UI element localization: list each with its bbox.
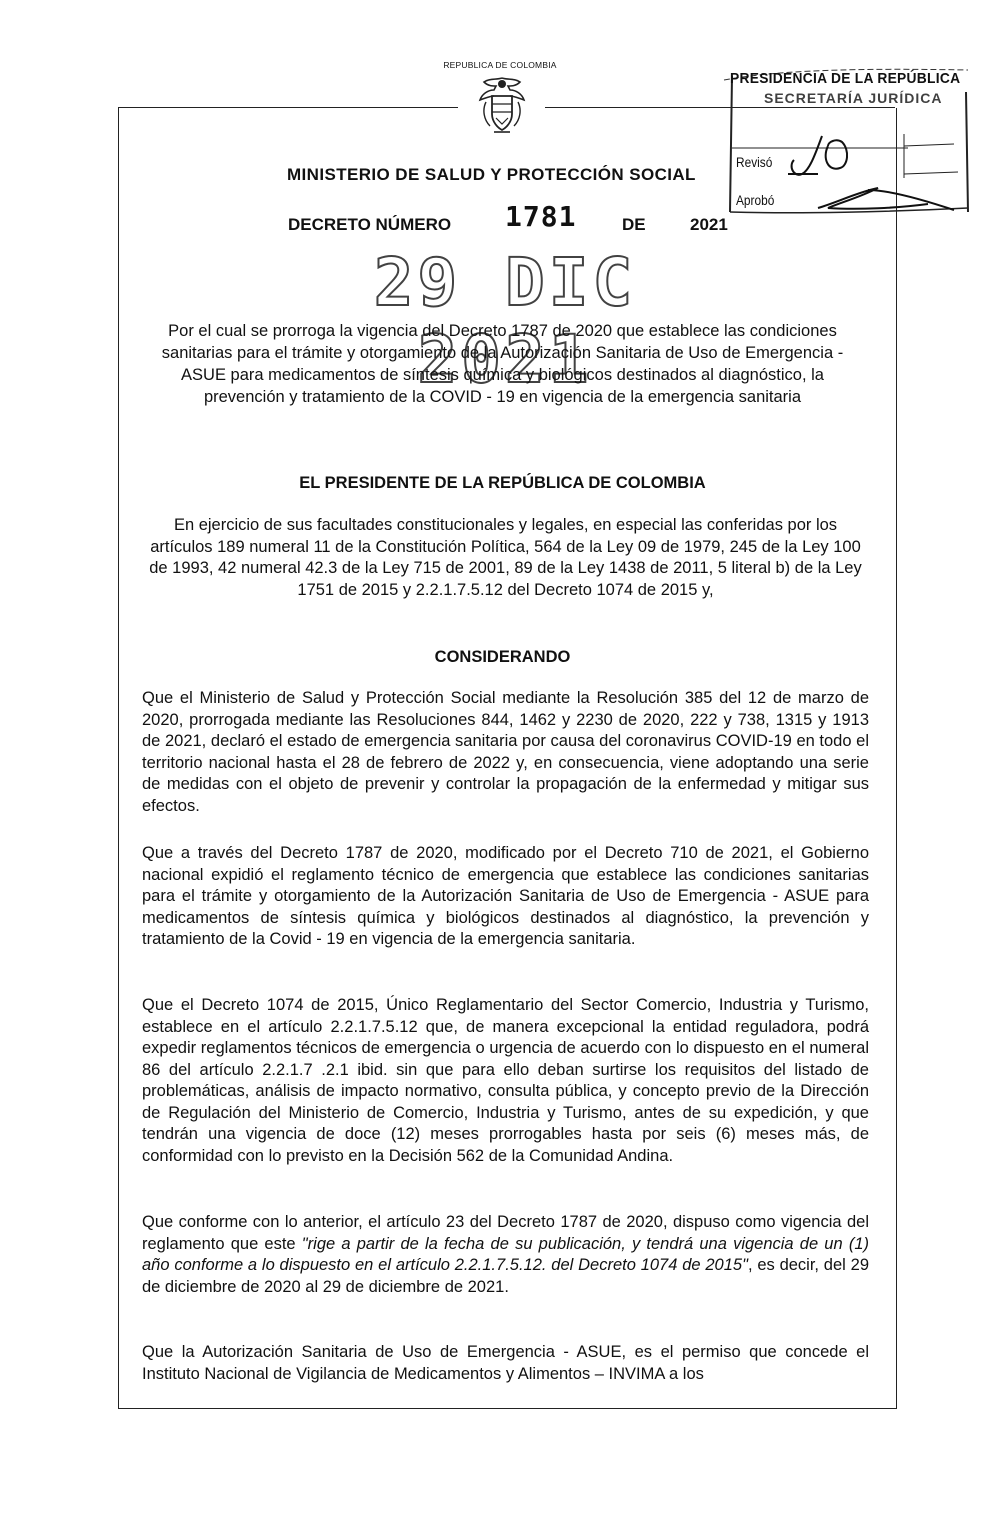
stamp-aprobo-label: Aprobó xyxy=(736,192,775,208)
faculties-paragraph: En ejercicio de sus facultades constitucionales y legales, en especial las conferidas por los artículos 189 numeral 11 de la Constitución Política, 564 de la Ley 09 de 1979, 245 de la Ley 100 de 1993, 42 numeral 42.3 de la Ley 715 de 2001, 89 de la Ley 1438 de 2011, 5 literal b) de la Ley 1751 de 2015 y 2.2.1.7.5.12 del Decreto 1074 de 2015 y, xyxy=(149,516,862,599)
considerando-paragraph-3: Que el Decreto 1074 de 2015, Único Reglamentario del Sector Comercio, Industria y Turismo, establece en el artículo 2.2.1.7.5.12 que, de manera excepcional la entidad reguladora, podrá expedir reglamentos técnicos de emergencia o urgencia de acuerdo con lo dispuesto en el numeral 86 del artículo 2.2.1.7 .2.1 ibid. sin que para ello deban surtirse los requisitos del listado de problemáticas, análisis de impacto normativo, consulta pública, y concepto previo de la Dirección de Regulación del Ministerio de Comercio, Industria y Turismo, antes de su expedición, y que tendrán una vigencia de doce (12) meses prorrogables hasta por seis (6) meses más, de conformidad con lo previsto en la Decisión 562 de la Comunidad Andina. xyxy=(142,996,869,1165)
handwritten-signatures xyxy=(718,62,970,230)
paragraph-4-text: Que conforme con lo anterior, el artículo 23 del Decreto 1787 de 2020, dispuso como vigencia del reglamento que este xyxy=(142,1213,869,1253)
paragraph-4-quote: "rige a partir de la fecha de su publicación, y tendrá una vigencia de un (1) año conforme a lo dispuesto en el artículo 2.2.1.7.5.12. del Decreto 1074 de 2015" xyxy=(142,1234,869,1274)
decree-de-label: DE xyxy=(622,215,646,234)
country-label: REPUBLICA DE COLOMBIA xyxy=(443,60,557,70)
coat-of-arms-icon xyxy=(476,74,528,138)
presidency-stamp xyxy=(718,62,970,230)
stamp-subtitle: SECRETARÍA JURÍDICA xyxy=(764,90,943,106)
paragraph-4-end: , es decir, del 29 de diciembre de 2020 al 29 de diciembre de 2021. xyxy=(142,1256,869,1296)
considerando-paragraph-5: Que la Autorización Sanitaria de Uso de Emergencia - ASUE, es el permiso que concede el Instituto Nacional de Vigilancia de Medicamentos y Alimentos – INVIMA a los xyxy=(142,1343,869,1383)
stamp-reviso-label: Revisó xyxy=(736,154,773,170)
considerando-heading: CONSIDERANDO xyxy=(434,648,571,666)
considerando-paragraph-4 xyxy=(142,1212,869,1298)
considerando-paragraph-1: Que el Ministerio de Salud y Protección Social mediante la Resolución 385 del 12 de marzo de 2020, prorrogada mediante las Resoluciones 844, 1462 y 2230 de 2020, 222 y 738, 1315 y 1913 de 2021, declaró el estado de emergencia sanitaria por causa del coronavirus COVID-19 en todo el territorio nacional hasta el 28 de febrero de 2022 y, en consecuencia, viene adoptando una serie de medidas con el objeto de prevenir y controlar la propagación de la enfermedad y mitigar sus efectos. xyxy=(142,689,869,815)
date-stamp: 29 DIC 2021 xyxy=(373,244,637,398)
decree-number-label: DECRETO NÚMERO xyxy=(288,215,452,234)
ministry-title: MINISTERIO DE SALUD Y PROTECCIÓN SOCIAL xyxy=(287,165,696,184)
decree-year: 2021 xyxy=(690,215,728,234)
decree-number: 1781 xyxy=(505,200,577,233)
president-heading: EL PRESIDENTE DE LA REPÚBLICA DE COLOMBIA xyxy=(299,474,706,492)
stamp-title: PRESIDENCIA DE LA REPÚBLICA xyxy=(730,70,961,87)
decree-summary: Por el cual se prorroga la vigencia del Decreto 1787 de 2020 que establece las condiciones sanitarias para el trámite y otorgamiento de la Autorización Sanitaria de Uso de Emergencia - ASUE para medicamentos de síntesis química y biológicos destinados al diagnóstico, la prevención y tratamiento de la COVID - 19 en vigencia de la emergencia sanitaria xyxy=(161,322,844,406)
considerando-paragraph-2: Que a través del Decreto 1787 de 2020, modificado por el Decreto 710 de 2021, el Gobierno nacional expidió el reglamento técnico de emergencia que establece las condiciones sanitarias para el trámite y otorgamiento de la Autorización Sanitaria de Uso de Emergencia - ASUE para medicamentos de síntesis química y biológicos destinados al diagnóstico, la prevención y tratamiento de la Covid - 19 en vigencia de la emergencia sanitaria. xyxy=(142,844,869,948)
